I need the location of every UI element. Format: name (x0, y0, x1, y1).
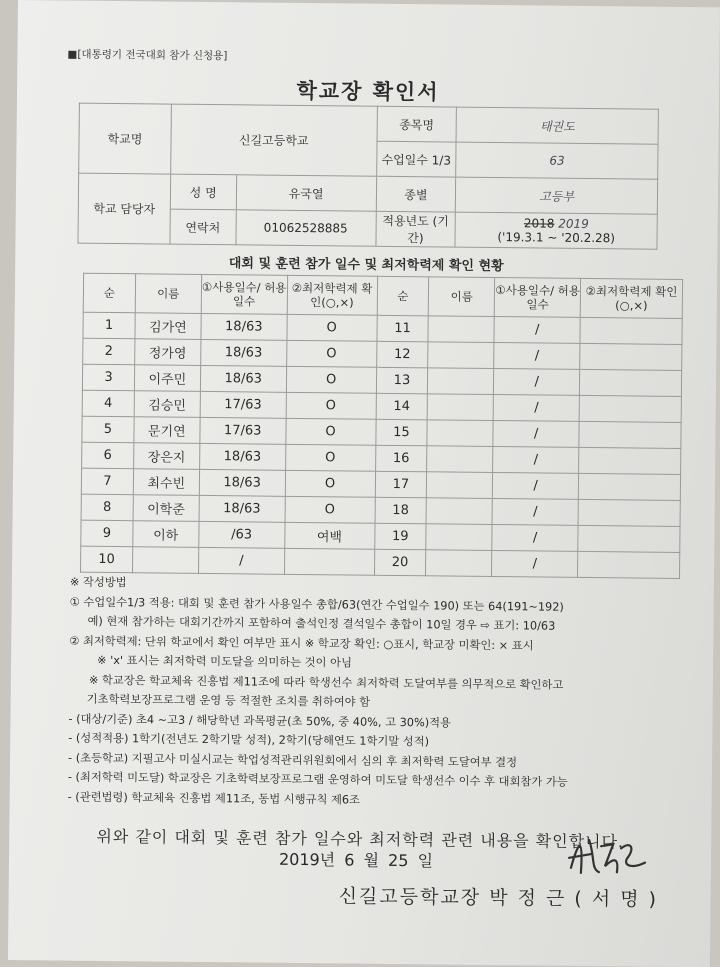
right-days-cell: / (493, 421, 579, 448)
left-check-cell (284, 548, 374, 575)
year-period: ('19.3.1 ~ '20.2.28) (497, 230, 616, 246)
left-no-cell: 10 (81, 546, 133, 573)
left-name-cell: 이하 (133, 521, 199, 548)
left-name-cell: 문기연 (134, 417, 200, 444)
right-check-cell (579, 447, 681, 474)
right-check-cell (580, 317, 682, 344)
right-name-cell (428, 368, 494, 395)
left-no-cell: 4 (82, 390, 134, 417)
left-days-cell: / (198, 547, 284, 574)
right-days-cell: / (493, 446, 579, 473)
right-days-cell: / (494, 317, 580, 344)
confirmation-statement: 위와 같이 대회 및 훈련 참가 일수와 최저학력 관련 내용을 확인합니다. (96, 826, 625, 852)
right-days-cell: / (492, 550, 578, 577)
left-days-cell: 18/63 (201, 313, 287, 340)
left-name-cell: 정가영 (135, 339, 201, 366)
left-no-cell: 6 (82, 442, 134, 469)
year-label: 적용년도 (기간) (375, 211, 455, 247)
table-header-cell: ②최저학력제 확인(○,×) (580, 278, 682, 318)
days-label: 수업일수 1/3 (376, 141, 456, 177)
left-days-cell: 17/63 (200, 391, 286, 418)
left-check-cell: O (286, 418, 376, 445)
table-header-cell: 이름 (135, 274, 201, 314)
table-header-cell: 순 (83, 273, 135, 313)
right-check-cell (579, 369, 681, 396)
left-check-cell: O (287, 314, 377, 341)
contact-label: 연락처 (170, 209, 236, 245)
right-days-cell: / (494, 343, 580, 370)
year-value: 2019 (558, 216, 589, 231)
left-check-cell: O (285, 470, 375, 497)
right-no-cell: 15 (375, 419, 427, 446)
division-value: 고등부 (456, 177, 658, 214)
right-name-cell (426, 550, 492, 577)
name-label: 성 명 (170, 174, 236, 210)
right-no-cell: 13 (376, 367, 428, 394)
left-name-cell: 장은지 (134, 443, 200, 470)
right-check-cell (580, 343, 682, 370)
document-page (8, 0, 720, 967)
right-days-cell: / (493, 395, 579, 422)
document-title: 학교장 확인서 (296, 78, 440, 105)
table-header-cell: ①사용일수/ 허용일수 (201, 274, 287, 314)
left-name-cell: 이학준 (133, 495, 199, 522)
left-name-cell (132, 547, 198, 574)
note-line: - (성적적용) 1학기(전년도 2학기말 성적), 2학기(당해연도 1학기말 성적) (68, 731, 430, 749)
note-line: 기초학력보장프로그램 운영 등 적절한 조치를 취하여야 함 (86, 692, 371, 709)
left-name-cell: 최수빈 (133, 469, 199, 496)
left-check-cell: 여백 (284, 522, 374, 549)
right-name-cell (427, 420, 493, 447)
right-name-cell (428, 394, 494, 421)
left-days-cell: 18/63 (199, 469, 285, 496)
left-no-cell: 5 (82, 416, 134, 443)
signature-date (279, 847, 433, 872)
left-no-cell: 2 (83, 338, 135, 365)
event-label: 종목명 (377, 106, 457, 142)
writing-instructions (68, 573, 710, 814)
participation-table (80, 273, 683, 579)
table-header-cell: 이름 (429, 277, 495, 317)
left-check-cell: O (285, 444, 375, 471)
division-label: 종별 (376, 176, 456, 212)
note-line: - (관련법령) 학교체육 진흥법 제11조, 동법 시행규칙 제6조 (67, 790, 361, 807)
left-days-cell: 18/63 (200, 339, 286, 366)
right-days-cell: / (492, 498, 578, 525)
note-line: - (최저학력 미도달) 학교장은 기초학력보장프로그램 운영하여 미도달 학생선수 이수 후 대회참가 가능 (67, 770, 568, 789)
left-name-cell: 김가연 (135, 313, 201, 340)
right-name-cell (426, 524, 492, 551)
right-no-cell: 16 (375, 445, 427, 472)
left-days-cell: 17/63 (200, 417, 286, 444)
right-name-cell (426, 498, 492, 525)
right-check-cell (578, 551, 680, 578)
right-no-cell: 19 (374, 523, 426, 550)
right-days-cell: / (493, 472, 579, 499)
left-no-cell: 7 (81, 468, 133, 495)
name-value: 유국열 (236, 175, 376, 211)
right-days-cell: / (492, 524, 578, 551)
right-no-cell: 17 (375, 471, 427, 498)
right-no-cell: 11 (376, 315, 428, 342)
note-line: ※ 'x' 표시는 최저학력 미도달을 의미하는 것이 아님 (97, 653, 352, 670)
right-name-cell (428, 316, 494, 343)
left-no-cell: 8 (81, 494, 133, 521)
note-line: - (초등학교) 지필고사 미실시교는 학업성적관리위원회에서 심의 후 최저학력 도달여부 결정 (68, 751, 518, 769)
note-line: - (대상/기준) 초4 ~고3 / 해당학년 과목평균(초 50%, 중 40%, 고 30%)적용 (68, 712, 452, 730)
left-name-cell: 이주민 (134, 365, 200, 392)
contact-value: 01062528885 (236, 210, 376, 246)
date-day: 25 일 (388, 850, 434, 871)
right-check-cell (578, 499, 680, 526)
table-header-cell: 순 (377, 276, 429, 316)
note-line: ※ 학교장은 학교체육 진흥법 제11조에 따라 학생선수 최저학력 도달여부를 의무적으로 확인하고 (88, 673, 564, 692)
right-name-cell (427, 446, 493, 473)
school-name: 신길고등학교 (170, 104, 376, 176)
left-days-cell: 18/63 (199, 495, 285, 522)
left-check-cell: O (285, 496, 375, 523)
principal-name: 신길고등학교장 박 정 근 ( 서 명 ) (338, 885, 659, 911)
right-name-cell (428, 342, 494, 369)
left-check-cell: O (286, 366, 376, 393)
left-name-cell: 김승민 (134, 391, 200, 418)
note-line: ※ 작성방법 (69, 575, 127, 590)
school-label: 학교명 (79, 103, 172, 174)
event-value: 태권도 (456, 107, 658, 144)
date-year: 2019년 (278, 849, 336, 870)
school-info-table (77, 103, 658, 250)
left-days-cell: /63 (199, 521, 285, 548)
table-header-cell: ①사용일수/ 허용일수 (494, 278, 580, 318)
teacher-label: 학교 담당자 (78, 173, 171, 244)
left-no-cell: 9 (81, 520, 133, 547)
handwritten-signature (561, 828, 652, 889)
days-value: 63 (456, 142, 658, 179)
left-days-cell: 18/63 (200, 365, 286, 392)
right-name-cell (427, 472, 493, 499)
date-month: 6 월 (344, 850, 380, 870)
right-check-cell (579, 421, 681, 448)
table-header-row (83, 273, 682, 318)
left-no-cell: 1 (83, 312, 135, 339)
table-header-cell: ②최저학력제 확인(○,×) (287, 275, 377, 315)
left-days-cell: 18/63 (199, 443, 285, 470)
right-no-cell: 12 (376, 341, 428, 368)
right-no-cell: 18 (375, 497, 427, 524)
right-no-cell: 20 (374, 549, 426, 576)
right-check-cell (578, 473, 680, 500)
year-cell (455, 212, 657, 249)
year-struck: 2018 (523, 216, 555, 231)
left-check-cell: O (286, 340, 376, 367)
right-check-cell (578, 525, 680, 552)
section-title: 대회 및 훈련 참가 일수 및 최저학력제 확인 현황 (228, 256, 504, 275)
left-check-cell: O (286, 392, 376, 419)
right-days-cell: / (494, 369, 580, 396)
right-no-cell: 14 (376, 393, 428, 420)
right-check-cell (579, 395, 681, 422)
note-line: ② 최저학력제: 단위 학교에서 확인 여부만 표시 ※ 학교장 확인: ○표시, 학교장 미확인: × 표시 (69, 634, 534, 652)
note-line: ① 수업일수1/3 적용: 대회 및 훈련 참가 사용일수 총합/63(연간 수업일수 190) 또는 64(191~192) (69, 595, 564, 614)
note-line: 예) 현재 참가하는 대회기간까지 포함하여 출석인정 결석일수 총합이 10일 경우 ⇨ 표기: 10/63 (87, 614, 556, 633)
left-no-cell: 3 (82, 364, 134, 391)
header-note: ■[대통령기 전국대회 참가 신청용] (67, 48, 228, 63)
